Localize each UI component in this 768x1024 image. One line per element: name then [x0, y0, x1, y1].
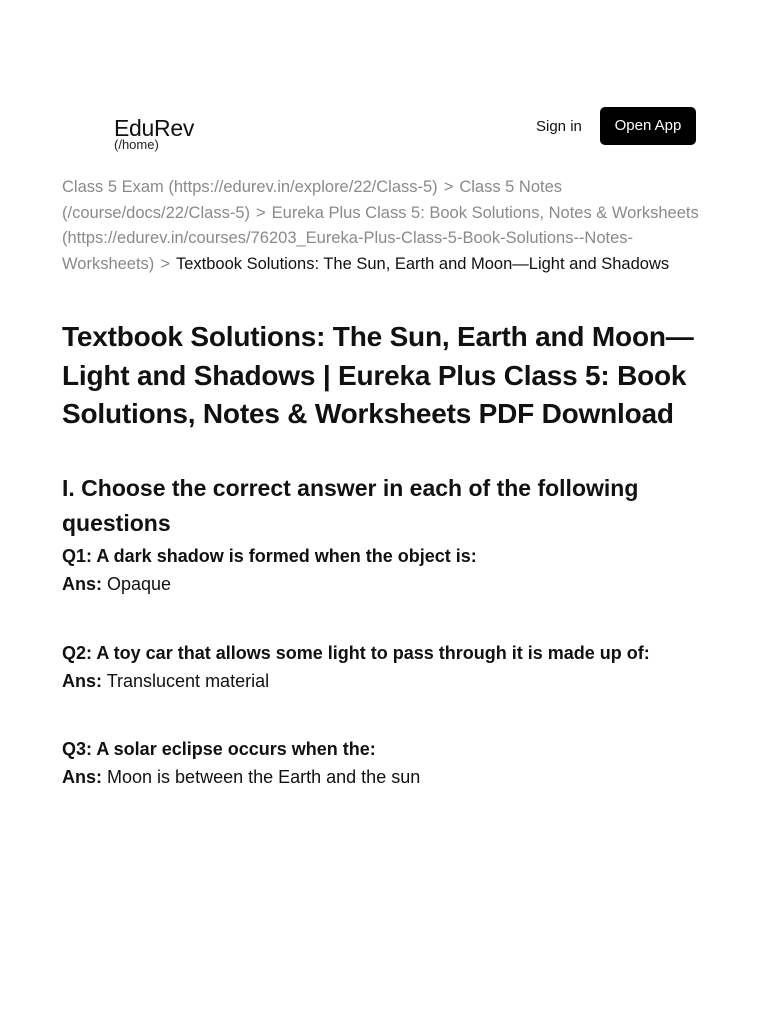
qa-item-1 — [62, 542, 742, 599]
breadcrumb-separator: > — [256, 203, 266, 222]
site-header — [0, 107, 768, 152]
answer-row — [62, 570, 742, 599]
breadcrumb-item-eureka-plus-course[interactable]: Eureka Plus Class 5: Book Solutions, Notes & Worksheets (https://edurev.in/courses/76203_Eureka-Plus-Class-5-Book-Solutions--Notes-Worksheets) — [62, 203, 699, 273]
breadcrumb-separator: > — [443, 178, 454, 196]
page-title: Textbook Solutions: The Sun, Earth and Moon—Light and Shadows | Eureka Plus Class 5: Book Solutions, Notes & Worksheets PDF Download — [62, 321, 694, 429]
open-app-button[interactable]: Open App — [600, 107, 696, 145]
sign-in-link[interactable]: Sign in — [536, 118, 582, 135]
answer-text: Moon is between the Earth and the sun — [107, 767, 421, 787]
breadcrumb-item-class-5-exam[interactable]: Class 5 Exam (https://edurev.in/explore/22/Class-5) — [62, 178, 438, 196]
breadcrumb-current: Textbook Solutions: The Sun, Earth and Moon—Light and Shadows — [175, 254, 670, 273]
logo-text: EduRev — [114, 115, 195, 141]
answer-label: Ans: — [62, 767, 102, 787]
answer-text: Translucent material — [106, 671, 270, 691]
answer-row — [62, 667, 742, 696]
answer-row — [62, 763, 742, 792]
logo-link[interactable] — [114, 115, 234, 152]
answer-label: Ans: — [62, 574, 102, 594]
qa-item-2 — [62, 639, 742, 696]
breadcrumb-separator: > — [160, 254, 170, 273]
question-text: Q1: A dark shadow is formed when the object is: — [62, 546, 477, 566]
answer-label: Ans: — [62, 671, 102, 691]
logo-alt-text: (/home) — [114, 137, 159, 152]
question-text: Q2: A toy car that allows some light to pass through it is made up of: — [62, 643, 650, 663]
qa-item-3 — [62, 735, 742, 792]
section-heading: I. Choose the correct answer in each of the following questions — [62, 475, 639, 536]
answer-text: Opaque — [107, 574, 172, 594]
breadcrumb-item-class-5-notes[interactable]: Class 5 Notes (/course/docs/22/Class-5) — [62, 178, 563, 222]
question-text: Q3: A solar eclipse occurs when the: — [62, 739, 376, 759]
breadcrumb — [62, 175, 702, 277]
